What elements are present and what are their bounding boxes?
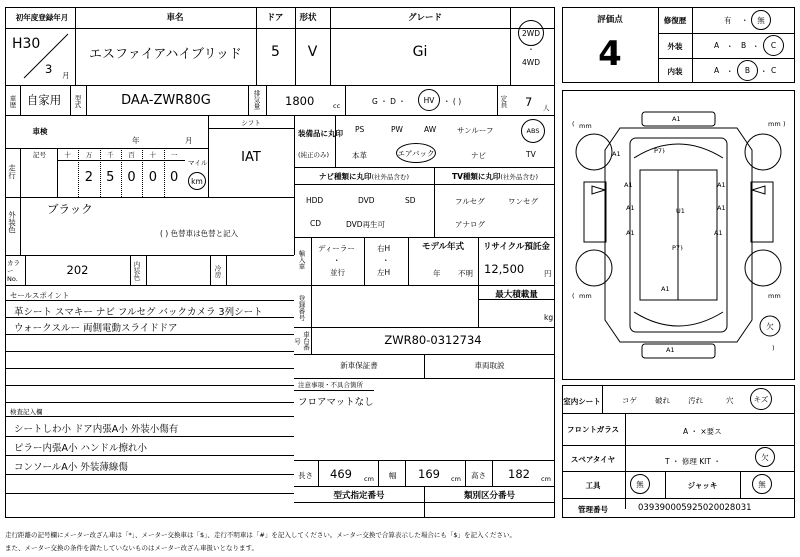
equipment-label: 装備品に丸印 <box>298 129 343 138</box>
height-value: 182 <box>508 467 530 481</box>
exterior-dot1: ・ <box>726 42 734 51</box>
shape-label: 形状 <box>299 13 317 23</box>
fuel-paren: ・ ( ) <box>443 97 462 106</box>
grade-label: グレード <box>407 13 442 23</box>
interior-dot1: ・ <box>726 67 734 76</box>
height-label: 高さ <box>471 471 486 480</box>
mark-roof-front: A1 <box>672 115 681 123</box>
tv-oneseg: ワンセグ <box>508 197 538 206</box>
drive-2wd: 2WD <box>522 28 540 38</box>
warranty-new: 新車保証書 <box>340 360 378 370</box>
reg-no-label: 登録番号 <box>297 295 306 321</box>
mark-hood-p: P7ﾄ <box>654 147 666 155</box>
drive-4wd: 4WD <box>522 57 540 67</box>
equipment-item: エアバック <box>396 143 436 163</box>
repair-yes: 有 <box>724 16 732 25</box>
drive-2wd-circle <box>518 20 544 46</box>
tv-heading <box>436 169 554 183</box>
mileage-digit-label: 十 <box>64 150 71 159</box>
import-dot2: ・ <box>382 256 390 265</box>
fuel-options: G ・ D ・ <box>372 97 406 106</box>
first-reg-label: 初年度登録年月 <box>15 12 69 22</box>
score-value: 4 <box>598 34 622 74</box>
color-value: ブラック <box>47 202 93 216</box>
import-label: 輸入車 <box>297 250 306 270</box>
type-category-label: 類別区分番号 <box>463 491 515 501</box>
notes-text: フロアマットなし <box>298 397 374 408</box>
header-row <box>5 7 555 29</box>
navi-label: ナビ種類に丸印 <box>318 171 372 181</box>
import-left: 左H <box>377 268 391 277</box>
tools-none-circle <box>630 474 650 494</box>
spare-selected: 欠 <box>761 452 769 462</box>
interior-b-circle <box>737 60 758 81</box>
sales-point-line1: 革シート スマキー ナビ フルセグ バックカメラ 3列シート <box>14 307 263 318</box>
tv-analog: アナログ <box>455 220 485 229</box>
mileage-unit-km: km <box>191 176 203 186</box>
navi-cd: CD <box>310 219 322 228</box>
repair-no: 無 <box>757 15 765 25</box>
equipment-item: AW <box>424 125 437 134</box>
notes-label: 注意事項・不具合箇所 <box>298 381 363 389</box>
exterior-label: 外装 <box>667 41 683 51</box>
mgmt-label: 管理番号 <box>578 504 608 514</box>
mark-rear-p: P7ﾄ <box>672 244 684 252</box>
mileage-digit-label: 十 <box>149 150 157 159</box>
interior-c: C <box>771 66 777 75</box>
exterior-a: A <box>714 41 720 50</box>
recycle-unit: 円 <box>544 269 552 278</box>
wheel-front-left <box>576 134 612 170</box>
interior-label: 内装 <box>667 66 683 76</box>
mark-left-door-rear: A1 <box>626 204 635 212</box>
mark-bottom: A1 <box>666 346 675 354</box>
mark-mm-tr: mm <box>768 120 781 128</box>
glass-label: フロントガラス <box>566 424 620 434</box>
jack-label: ジャッキ <box>687 480 718 490</box>
mark-paren-tr: ) <box>783 120 786 128</box>
door-value: 5 <box>271 44 280 60</box>
max-load-unit: kg <box>544 313 554 322</box>
inspection-line3: コンソールA小 外装薄線傷 <box>14 462 128 473</box>
first-reg-year: H30 <box>12 36 41 52</box>
wheel-front-right <box>745 134 781 170</box>
mark-hood: A1 <box>612 150 621 158</box>
mileage-digit-label: 一 <box>170 150 178 159</box>
footer-line2: また、メーター交換の条件を満たしていないものはメーター改ざん車扱いとなります。 <box>5 544 258 552</box>
displacement-unit: cc <box>333 102 341 110</box>
shift-label: シフト <box>241 118 261 127</box>
mark-mm-br: mm <box>768 292 781 300</box>
tools-value: 無 <box>636 479 644 489</box>
model-year-unknown: 不明 <box>458 269 473 278</box>
model-year-label: モデル年式 <box>421 242 465 252</box>
car-name-value: エスファイアハイブリッド <box>89 46 242 62</box>
length-value: 469 <box>330 467 352 481</box>
import-dot1: ・ <box>333 256 341 265</box>
import-right: 右H <box>377 244 391 253</box>
width-unit: cm <box>451 475 461 483</box>
tools-label: 工具 <box>585 480 601 490</box>
seat-hole: 穴 <box>726 396 734 405</box>
exterior-selected: C <box>770 41 777 50</box>
spare-label: スペアタイヤ <box>570 454 616 464</box>
car-name-label: 車名 <box>166 13 184 23</box>
length-label: 長さ <box>298 471 313 480</box>
spare-missing-circle <box>755 447 775 467</box>
first-reg-month-unit: 月 <box>62 71 70 80</box>
sales-point-line2: ウォークスルー 両側電動スライドドア <box>14 323 178 334</box>
navi-dvd-play: DVD再生可 <box>346 220 386 229</box>
mark-roof: U1 <box>676 207 685 215</box>
rear-bumper <box>642 344 715 358</box>
navi-hdd: HDD <box>306 196 324 205</box>
use-value: 自家用 <box>26 93 62 107</box>
max-load-label: 最大積載量 <box>495 290 538 300</box>
chassis-value: ZWR80-0312734 <box>384 333 482 347</box>
equipment-item: ABS <box>521 119 545 143</box>
use-label: 車歴 <box>8 94 17 108</box>
mark-rear-a: A1 <box>661 285 670 293</box>
navi-heading <box>294 169 434 183</box>
inspection-line1: シートしわ小 ドア内張A小 外装小傷有 <box>14 424 179 435</box>
wheel-rear-left <box>576 250 612 286</box>
mark-mm-tl: mm <box>579 122 592 130</box>
navi-sub: (社外品含む) <box>371 172 410 181</box>
mileage-digit-label: 千 <box>106 150 114 159</box>
mileage-digit-label: 万 <box>85 150 93 159</box>
length-unit: cm <box>364 475 374 483</box>
mirror-left <box>592 186 605 194</box>
mark-right-door-front: A1 <box>717 181 726 189</box>
ac-label: 冷房 <box>213 264 222 278</box>
equipment-item: TV <box>526 150 536 159</box>
door-label: ドア <box>266 13 284 23</box>
fuel-hv-circle <box>418 89 440 111</box>
repair-no-circle <box>751 10 771 30</box>
warranty-manual: 車両取説 <box>474 360 505 370</box>
mileage-digit: 0 <box>170 169 179 185</box>
seat-scratch-circle <box>750 388 772 410</box>
mark-paren-bl: ( <box>572 292 575 300</box>
color-no-label: カラーNo. <box>7 259 20 283</box>
mileage-note-label: 記号 <box>33 151 46 159</box>
displacement-label: 排気量 <box>252 90 261 110</box>
shaken-label: 車検 <box>32 126 48 136</box>
capacity-label: 定員 <box>499 94 508 108</box>
mileage-digit: 0 <box>148 169 157 185</box>
footer-line1: 走行距離の記号欄にメーター改ざん車は「*」、メーター交換車は「$」、走行不明車は「#」を記入してください。メーター交換で合算表示した場合にも「$」を記入ください。 <box>5 531 516 539</box>
fuel-hv: HV <box>423 95 435 105</box>
tv-sub: (社外品含む) <box>500 172 538 181</box>
wheel-rear-right <box>745 250 781 286</box>
repair-dot: ・ <box>741 16 749 25</box>
equipment-item: PW <box>391 125 403 134</box>
jack-none-circle <box>752 474 772 494</box>
equipment-sub: (純正のみ) <box>298 151 330 159</box>
first-reg-month: 3 <box>45 62 53 76</box>
capacity-value: 7 <box>525 95 533 109</box>
tv-label: TV種類に丸印 <box>452 171 501 181</box>
seat-tear: 破れ <box>655 396 670 405</box>
type-designation-label: 型式指定番号 <box>333 491 385 501</box>
sales-point-label: セールスポイント <box>10 291 70 300</box>
model-value: DAA-ZWR80G <box>121 92 211 108</box>
shape-value: V <box>307 44 318 60</box>
mark-paren-br: ) <box>772 344 775 352</box>
recycle-value: 12,500 <box>484 262 525 276</box>
mgmt-value: 039390005925020028031 <box>638 503 752 513</box>
mark-mm-bl: mm <box>579 292 592 300</box>
displacement-value: 1800 <box>285 94 315 108</box>
interior-color-label: 内装色 <box>132 261 141 281</box>
equipment-item: PS <box>355 125 365 134</box>
import-dealer: ディーラー <box>318 244 355 253</box>
model-label: 型式 <box>73 94 82 108</box>
recycle-label: リサイクル預託金 <box>483 242 550 252</box>
mark-left-door-front: A1 <box>624 181 633 189</box>
shaken-month: 月 <box>185 136 193 145</box>
width-value: 169 <box>418 467 440 481</box>
mileage-digit: 5 <box>106 169 115 185</box>
seat-label: 室内シート <box>563 396 601 406</box>
shift-value: IAT <box>241 149 261 165</box>
equipment-item: 本革 <box>352 151 367 160</box>
width-label: 幅 <box>389 471 397 480</box>
interior-selected: B <box>744 66 751 75</box>
tv-fullseg: フルセグ <box>455 197 485 206</box>
exterior-b: B <box>741 41 747 50</box>
mirror-right <box>752 186 765 194</box>
spare-options: T ・ 修理 KIT ・ <box>665 457 721 466</box>
mark-chip: 欠 <box>766 321 774 331</box>
equipment-item: ナビ <box>471 151 486 160</box>
capacity-unit: 人 <box>543 104 550 112</box>
glass-options: A ・ ×要ス <box>683 427 722 436</box>
mark-side-a2: A1 <box>714 229 723 237</box>
height-unit: cm <box>541 475 551 483</box>
shaken-year: 年 <box>132 136 140 145</box>
exterior-dot2: ・ <box>752 42 760 51</box>
color-label: 外装色 <box>7 210 17 234</box>
inspection-label: 検査記入欄 <box>10 408 43 416</box>
mark-side-a1: A1 <box>626 229 635 237</box>
mileage-digit: 0 <box>127 169 136 185</box>
mileage-digit-label: 百 <box>128 150 135 159</box>
navi-dvd: DVD <box>358 196 375 205</box>
exterior-c-circle <box>763 35 784 56</box>
mark-paren-tl: ( <box>572 120 575 128</box>
mileage-label: 走行 <box>7 163 17 179</box>
windshield-front <box>634 144 723 158</box>
mileage-digit: 2 <box>84 169 94 185</box>
mark-right-door-rear: A1 <box>717 204 726 212</box>
grade-value: Gi <box>412 44 428 60</box>
equipment-item: サンルーフ <box>457 126 494 135</box>
seat-scorch: コゲ <box>622 396 637 405</box>
seat-stain: 汚れ <box>688 396 703 405</box>
color-paint-note: ( ) 色替車は色替と記入 <box>160 229 239 238</box>
color-no-value: 202 <box>66 263 89 277</box>
drive-dot: ・ <box>527 44 535 54</box>
seat-selected: キズ <box>753 394 769 404</box>
mileage-unit-mile: マイル <box>188 159 208 167</box>
inspection-line2: ピラー内張A小 ハンドル擦れ小 <box>14 443 148 454</box>
windshield-rear <box>634 312 723 326</box>
jack-value: 無 <box>758 479 766 489</box>
interior-dot2: ・ <box>760 67 768 76</box>
repair-label: 修復歴 <box>663 15 687 25</box>
model-year-year: 年 <box>433 269 441 278</box>
navi-sd: SD <box>405 196 416 205</box>
interior-a: A <box>714 66 720 75</box>
mileage-km-circle <box>188 172 206 190</box>
chassis-label: 車台番号 <box>293 331 310 351</box>
score-label: 評価点 <box>597 15 623 25</box>
import-parallel: 並行 <box>330 268 345 277</box>
car-diagram-svg <box>562 90 795 380</box>
